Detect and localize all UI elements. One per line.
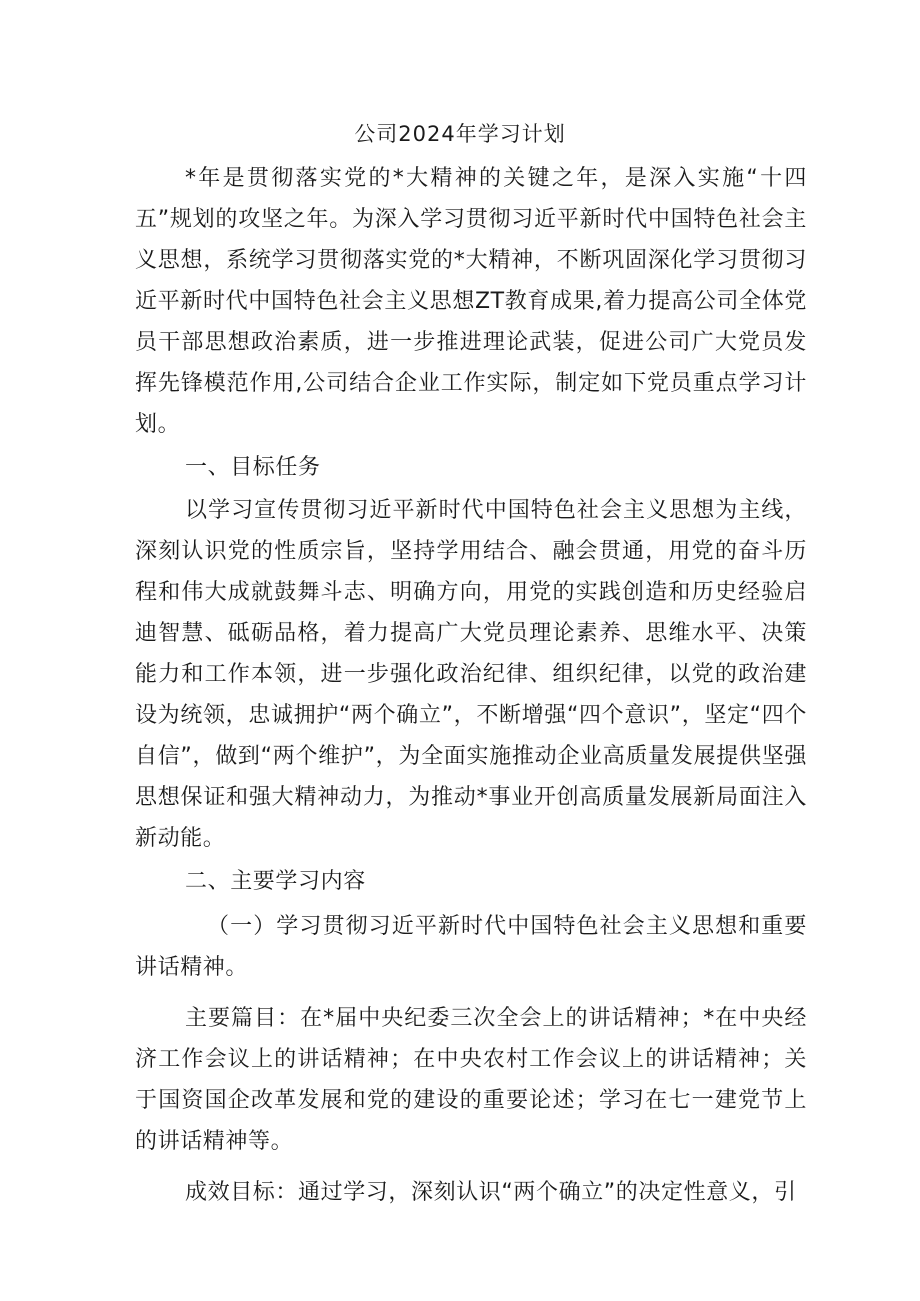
main-topics-paragraph: 主要篇目：在*届中央纪委三次全会上的讲话精神；*在中央经济工作会议上的讲话精神；在中央农村工作会议上的讲话精神；关于国资国企改革发展和党的建设的重要论述；学习在七一建党节上的讲话精神等。: [135, 1006, 807, 1154]
subsection-heading-1: （一）学习贯彻习近平新时代中国特色社会主义思想和重要讲话精神。: [135, 914, 807, 980]
section-heading-goals: 一、目标任务: [185, 455, 321, 480]
intro-paragraph: *年是贯彻落实党的*大精神的关键之年，是深入实施“十四五”规划的攻坚之年。为深入学习贯彻习近平新时代中国特色社会主义思想，系统学习贯彻落实党的*大精神，不断巩固深化学习贯彻习近平新时代中国特色社会主义思想ZT教育成果,着力提高公司全体党员干部思想政治素质，进一步推进理论武装，促进公司广大党员发挥先锋模范作用,公司结合企业工作实际，制定如下党员重点学习计划。: [135, 166, 807, 437]
goals-paragraph: 以学习宣传贯彻习近平新时代中国特色社会主义思想为主线，深刻认识党的性质宗旨，坚持学用结合、融会贯通，用党的奋斗历程和伟大成就鼓舞斗志、明确方向，用党的实践创造和历史经验启迪智慧、砥砺品格，着力提高广大党员理论素养、思维水平、决策能力和工作本领，进一步强化政治纪律、组织纪律，以党的政治建设为统领，忠诚拥护“两个确立”，不断增强“四个意识”，坚定“四个自信”，做到“两个维护”，为全面实施推动企业高质量发展提供坚强思想保证和强大精神动力，为推动*事业开创高质量发展新局面注入新动能。: [135, 498, 807, 851]
section-heading-content: 二、主要学习内容: [185, 869, 366, 894]
outcome-paragraph: 成效目标：通过学习，深刻认识“两个确立”的决定性意义，引: [185, 1180, 797, 1205]
document-title: 公司2024年学习计划: [354, 122, 566, 146]
document-body: [135, 158, 807, 1213]
